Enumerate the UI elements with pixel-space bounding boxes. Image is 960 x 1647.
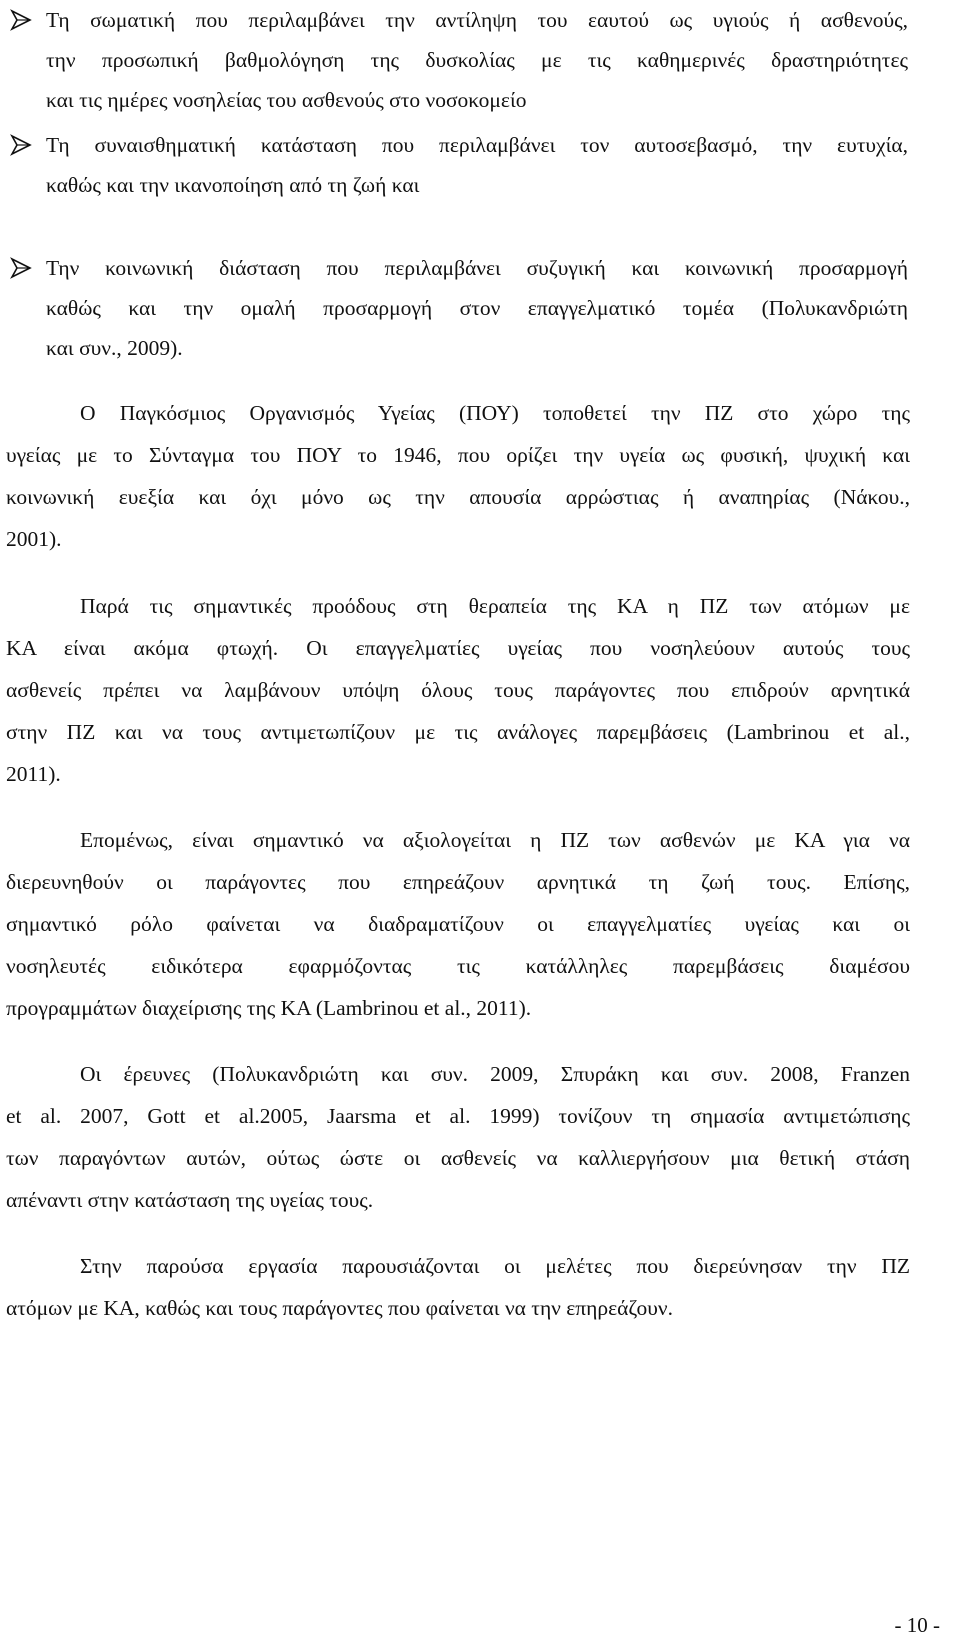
text-line: διερευνηθούν οι παράγοντες που επηρεάζουν αρνητικά τη ζωή τους. Επίσης, (6, 870, 910, 894)
text-line: απέναντι στην κατάσταση της υγείας τους. (6, 1188, 374, 1212)
text-line: ατόμων με ΚΑ, καθώς και τους παράγοντες που φαίνεται να την επηρεάζουν. (6, 1296, 674, 1320)
text-line: νοσηλευτές ειδικότερα εφαρμόζοντας τις κατάλληλες παρεμβάσεις διαμέσου (6, 954, 910, 978)
text-line: και τις ημέρες νοσηλείας του ασθενούς στο νοσοκομείο (46, 88, 527, 112)
text-line: στην ΠΖ και να τους αντιμετωπίζουν με τις ανάλογες παρεμβάσεις (Lambrinou et al., (6, 720, 910, 744)
text-line: ασθενείς πρέπει να λαμβάνουν υπόψη όλους τους παράγοντες που επιδρούν αρνητικά (6, 678, 910, 702)
text-line: καθώς και την ικανοποίηση από τη ζωή και (46, 173, 420, 197)
text-line: υγείας με το Σύνταγμα του ΠΟΥ το 1946, που ορίζει την υγεία ως φυσική, ψυχική και (6, 443, 910, 467)
text-line: την προσωπική βαθμολόγηση της δυσκολίας με τις καθημερινές δραστηριότητες (46, 48, 908, 72)
page-number: - 10 - (894, 1613, 940, 1637)
text-line: 2001). (6, 527, 62, 551)
text-line: ΚΑ είναι ακόμα φτωχή. Οι επαγγελματίες υγείας που νοσηλεύουν αυτούς τους (6, 636, 910, 660)
text-line: Επομένως, είναι σημαντικό να αξιολογείται η ΠΖ των ασθενών με ΚΑ για να (80, 828, 910, 852)
text-line: Τη συναισθηματική κατάσταση που περιλαμβάνει τον αυτοσεβασμό, την ευτυχία, (46, 133, 908, 157)
text-line: Οι έρευνες (Πολυκανδριώτη και συν. 2009, Σπυράκη και συν. 2008, Franzen (80, 1062, 910, 1086)
text-line: καθώς και την ομαλή προσαρμογή στον επαγγελματικό τομέα (Πολυκανδριώτη (46, 296, 908, 320)
arrowhead-bullet-icon (10, 9, 32, 31)
text-line: Την κοινωνική διάσταση που περιλαμβάνει συζυγική και κοινωνική προσαρμογή (46, 256, 908, 280)
text-line: Ο Παγκόσμιος Οργανισμός Υγείας (ΠΟΥ) τοποθετεί την ΠΖ στο χώρο της (80, 401, 910, 425)
text-line: Τη σωματική που περιλαμβάνει την αντίληψη του εαυτού ως υγιούς ή ασθενούς, (46, 8, 908, 32)
text-line: κοινωνική ευεξία και όχι μόνο ως την απουσία αρρώστιας ή αναπηρίας (Νάκου., (6, 485, 910, 509)
text-line: των παραγόντων αυτών, ούτως ώστε οι ασθενείς να καλλιεργήσουν μια θετική στάση (6, 1146, 910, 1170)
text-line: et al. 2007, Gott et al.2005, Jaarsma et al. 1999) τονίζουν τη σημασία αντιμετώπισης (6, 1104, 910, 1128)
text-line: προγραμμάτων διαχείρισης της ΚΑ (Lambrinou et al., 2011). (6, 996, 532, 1020)
text-line: Στην παρούσα εργασία παρουσιάζονται οι μελέτες που διερεύνησαν την ΠΖ (80, 1254, 910, 1278)
arrowhead-bullet-icon (10, 134, 32, 156)
text-line: Παρά τις σημαντικές προόδους στη θεραπεία της ΚΑ η ΠΖ των ατόμων με (80, 594, 910, 618)
text-line: 2011). (6, 762, 61, 786)
text-line: και συν., 2009). (46, 336, 183, 360)
arrowhead-bullet-icon (10, 257, 32, 279)
text-line: σημαντικό ρόλο φαίνεται να διαδραματίζουν οι επαγγελματίες υγείας και οι (6, 912, 910, 936)
